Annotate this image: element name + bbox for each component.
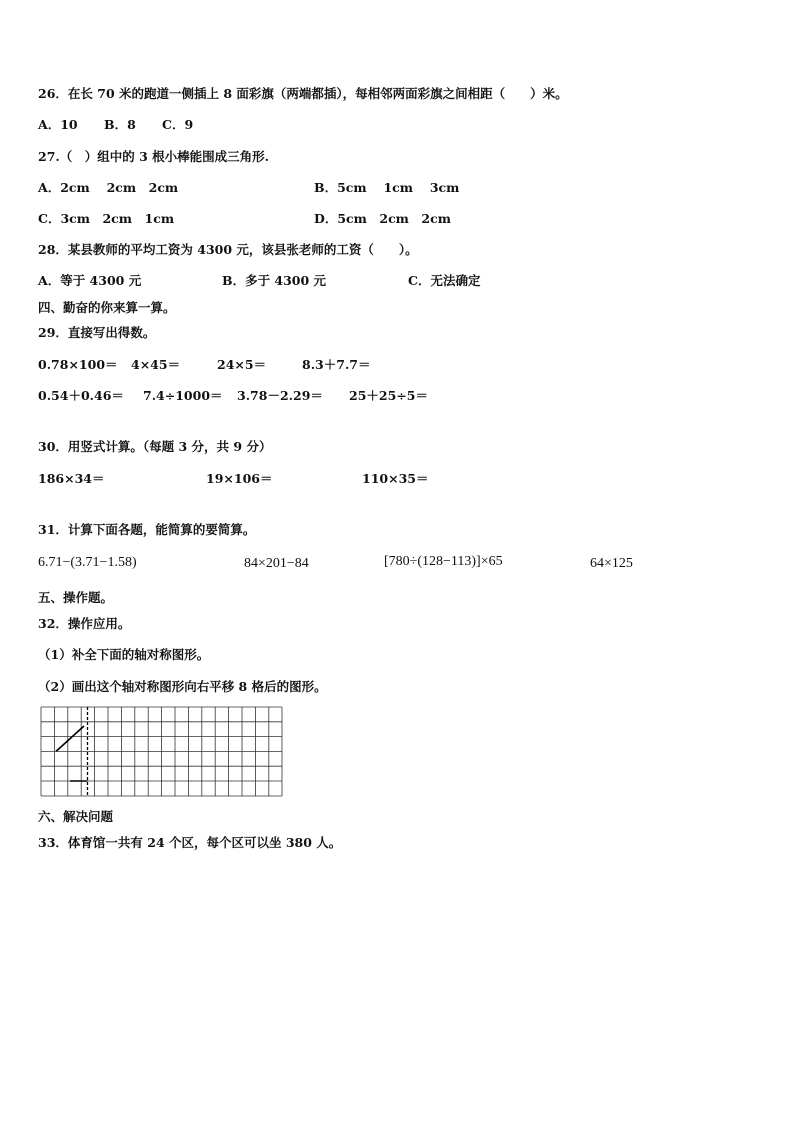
q27-option-c: C．3cm 2cm 1cm [38,211,175,226]
q26-option-b: B．8 [104,117,136,132]
q27-option-a: A．2cm 2cm 2cm [38,180,179,195]
q31-expression: 64×125 [590,556,633,571]
section-4-heading: 四、勤奋的你来算一算。 [38,300,176,315]
q26-stem: 26．在长 70 米的跑道一侧插上 8 面彩旗（两端都插），每相邻两面彩旗之间相距（ ）米。 [38,86,568,101]
q29-item: 8.3＋7.7＝ [302,357,371,372]
q29-item: 4×45＝ [131,357,181,372]
q29-item: 3.78－2.29＝ [237,388,323,403]
q27-option-b: B．5cm 1cm 3cm [314,180,460,195]
section-6-heading: 六、解决问题 [38,809,114,824]
q30-item: 186×34＝ [38,471,105,486]
half-figure [56,726,88,781]
section-5-heading: 五、操作题。 [38,590,114,605]
q33-stem: 33．体育馆一共有 24 个区，每个区可以坐 380 人。 [38,835,342,850]
q28-option-a: A．等于 4300 元 [38,273,142,288]
q32-subquestion-1: （1）补全下面的轴对称图形。 [38,647,210,662]
q30-item: 110×35＝ [362,471,429,486]
q31-expression: [780÷(128−113)]×65 [384,554,503,569]
q27-stem: 27.（ ）组中的 3 根小棒能围成三角形. [38,149,270,164]
symmetry-grid-figure [40,706,283,797]
q27-option-d: D．5cm 2cm 2cm [314,211,451,226]
q31-expression: 84×201−84 [244,556,309,571]
grid-svg [40,706,283,797]
q26-option-c: C．9 [162,117,194,132]
q28-option-c: C．无法确定 [408,273,481,288]
q28-stem: 28．某县教师的平均工资为 4300 元，该县张老师的工资（ ）。 [38,242,418,257]
q31-expression: 6.71−(3.71−1.58) [38,555,137,570]
q31-stem: 31．计算下面各题，能简算的要简算。 [38,522,256,537]
q29-item: 7.4÷1000＝ [143,388,223,403]
q29-item: 25＋25÷5＝ [349,388,428,403]
q30-item: 19×106＝ [206,471,273,486]
q29-item: 0.54＋0.46＝ [38,388,124,403]
grid-lines [41,707,282,796]
q28-option-b: B．多于 4300 元 [222,273,327,288]
q32-stem: 32．操作应用。 [38,616,131,631]
q29-stem: 29．直接写出得数。 [38,325,156,340]
q29-item: 24×5＝ [217,357,267,372]
q26-option-a: A．10 [38,117,78,132]
q32-subquestion-2: （2）画出这个轴对称图形向右平移 8 格后的图形。 [38,679,327,694]
q29-item: 0.78×100＝ [38,357,118,372]
q30-stem: 30．用竖式计算。（每题 3 分，共 9 分） [38,439,272,454]
